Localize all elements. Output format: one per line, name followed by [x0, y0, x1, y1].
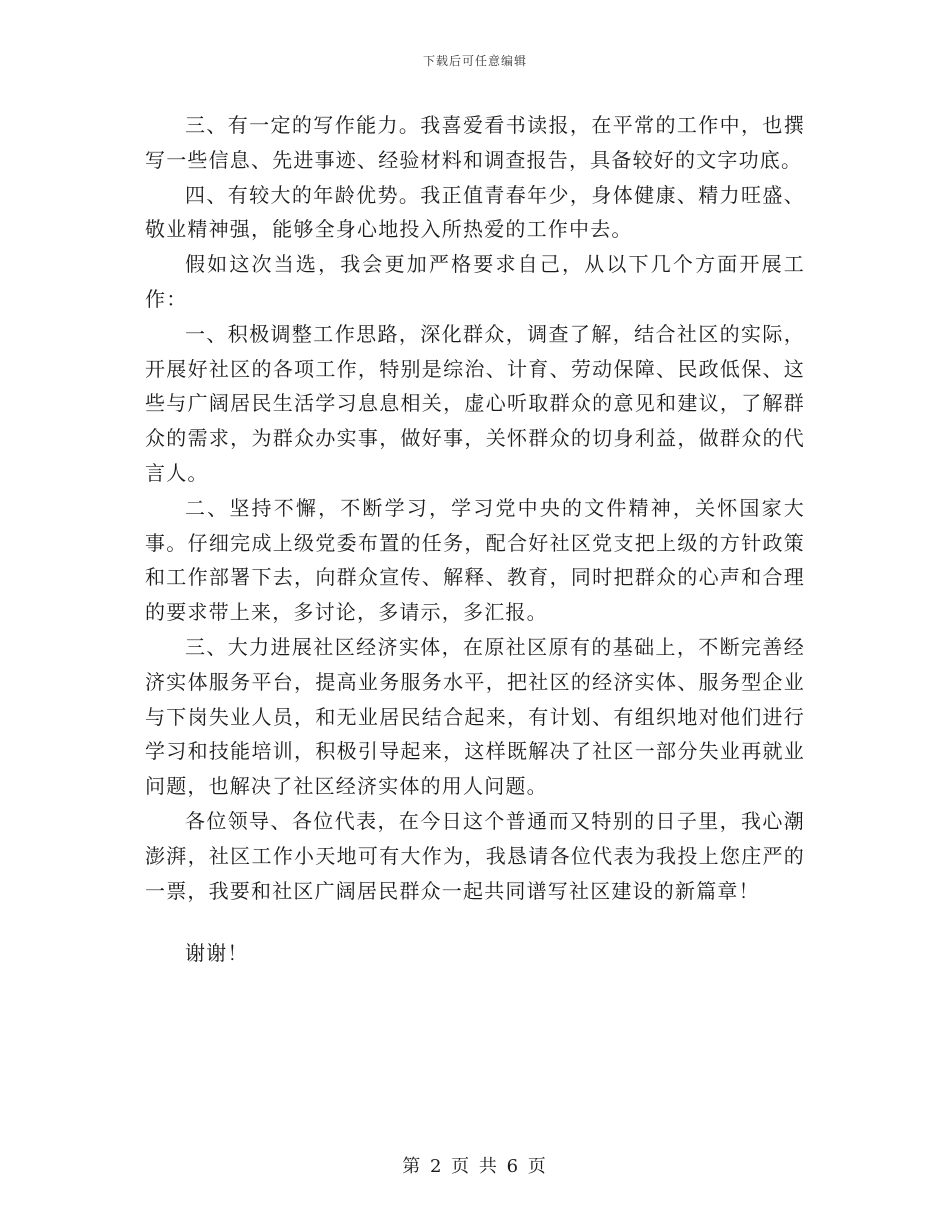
- paragraph-writing-ability: 三、有一定的写作能力。我喜爱看书读报，在平常的工作中，也撰写一些信息、先进事迹、经验材料和调查报告，具备较好的文字功底。: [145, 113, 805, 172]
- page-header: 下载后可任意编辑: [422, 54, 527, 68]
- paragraph-plan-two: 二、坚持不懈，不断学习，学习党中央的文件精神，关怀国家大事。仔细完成上级党委布置的任务，配合好社区党支把上级的方针政策和工作部署下去，向群众宣传、解释、教育，同时把群众的心声和合理的要求带上来，多讨论，多请示，多汇报。: [145, 495, 805, 625]
- closing-thanks: 谢谢！: [185, 941, 249, 966]
- paragraph-age-advantage: 四、有较大的年龄优势。我正值青春年少，身体健康、精力旺盛、敬业精神强，能够全身心地投入所热爱的工作中去。: [145, 182, 805, 242]
- paragraph-plan-intro: 假如这次当选，我会更加严格要求自己，从以下几个方面开展工作：: [145, 252, 805, 311]
- paragraph-plan-three: 三、大力进展社区经济实体，在原社区原有的基础上，不断完善经济实体服务平台，提高业务服务水平，把社区的经济实体、服务型企业与下岗失业人员，和无业居民结合起来，有计划、有组织地对他们进行学习和技能培训，积极引导起来，这样既解决了社区一部分失业再就业问题，也解决了社区经济实体的用人问题。: [145, 634, 805, 799]
- paragraph-appeal: 各位领导、各位代表，在今日这个普通而又特别的日子里，我心潮澎湃，社区工作小天地可有大作为，我恳请各位代表为我投上您庄严的一票，我要和社区广阔居民群众一起共同谱写社区建设的新篇章！: [145, 808, 805, 903]
- paragraph-plan-one: 一、积极调整工作思路，深化群众，调查了解，结合社区的实际，开展好社区的各项工作，特别是综治、计育、劳动保障、民政低保、这些与广阔居民生活学习息息相关，虚心听取群众的意见和建议，了解群众的需求，为群众办实事，做好事，关怀群众的切身利益，做群众的代言人。: [145, 321, 805, 485]
- page-number: 第 2 页 共 6 页: [402, 1156, 548, 1177]
- document-body: [145, 108, 805, 971]
